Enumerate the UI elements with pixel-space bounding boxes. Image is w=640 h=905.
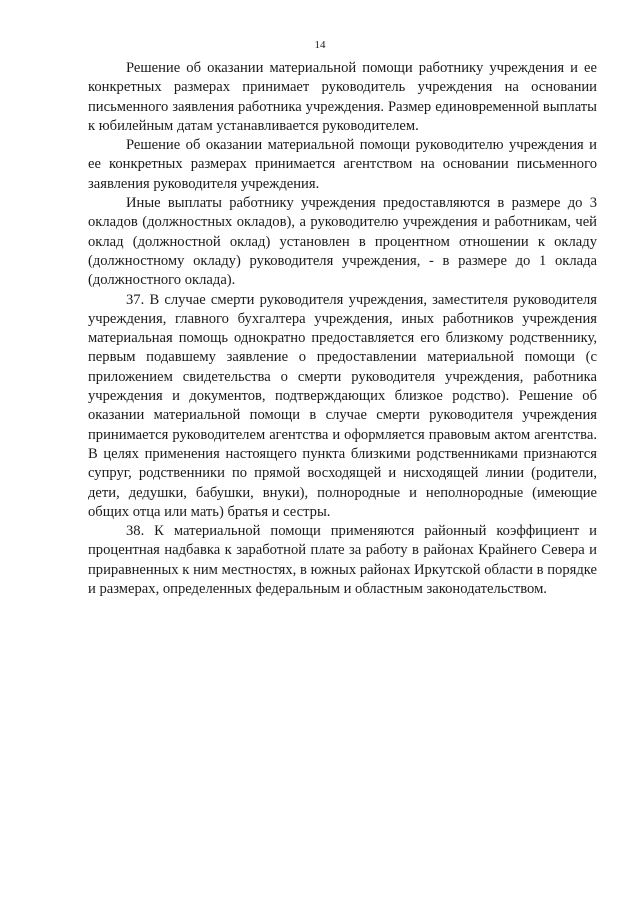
paragraph-item-38: 38. К материальной помощи применяются районный коэффициент и процентная надбавка к заработной плате за работу в районах Крайнего Севера и приравненных к ним местностях, в южных районах Иркутской области в порядке и размерах, определенных федеральным и областным законодательством.	[88, 523, 597, 598]
paragraph-other-payments: Иные выплаты работнику учреждения предоставляются в размере до 3 окладов (должностных окладов), а руководителю учреждения и работникам, чей оклад (должностной оклад) установлен в процентном отношении к окладу (должностному окладу) руководителя учреждения, - в размере до 1 оклада (должностного оклада).	[88, 195, 597, 289]
page-number: 14	[314, 39, 326, 51]
paragraph-item-37: 37. В случае смерти руководителя учреждения, заместителя руководителя учреждения, главного бухгалтера учреждения, иных работников учреждения материальная помощь однократно предоставляется его близкому родственнику, первым подавшему заявление о предоставлении материальной помощи (с приложением свидетельства о смерти руководителя учреждения, работника учреждения и документов, подтверждающих близкое родство). Решение об оказании материальной помощи в случае смерти руководителя учреждения принимается руководителем агентства и оформляется правовым актом агентства. В целях применения настоящего пункта близкими родственниками признаются супруг, родственники по прямой восходящей и нисходящей линии (родители, дети, дедушки, бабушки, внуки), полнородные и неполнородные (имеющие общих отца или мать) братья и сестры.	[88, 291, 597, 520]
paragraph-material-aid-head: Решение об оказании материальной помощи руководителю учреждения и ее конкретных размерах принимается агентством на основании письменного заявления руководителя учреждения.	[88, 137, 597, 192]
document-body	[88, 59, 597, 599]
paragraph-material-aid-employee: Решение об оказании материальной помощи работнику учреждения и ее конкретных размерах принимает руководитель учреждения на основании письменного заявления работника учреждения. Размер единовременной выплаты к юбилейным датам устанавливается руководителем.	[88, 60, 597, 134]
